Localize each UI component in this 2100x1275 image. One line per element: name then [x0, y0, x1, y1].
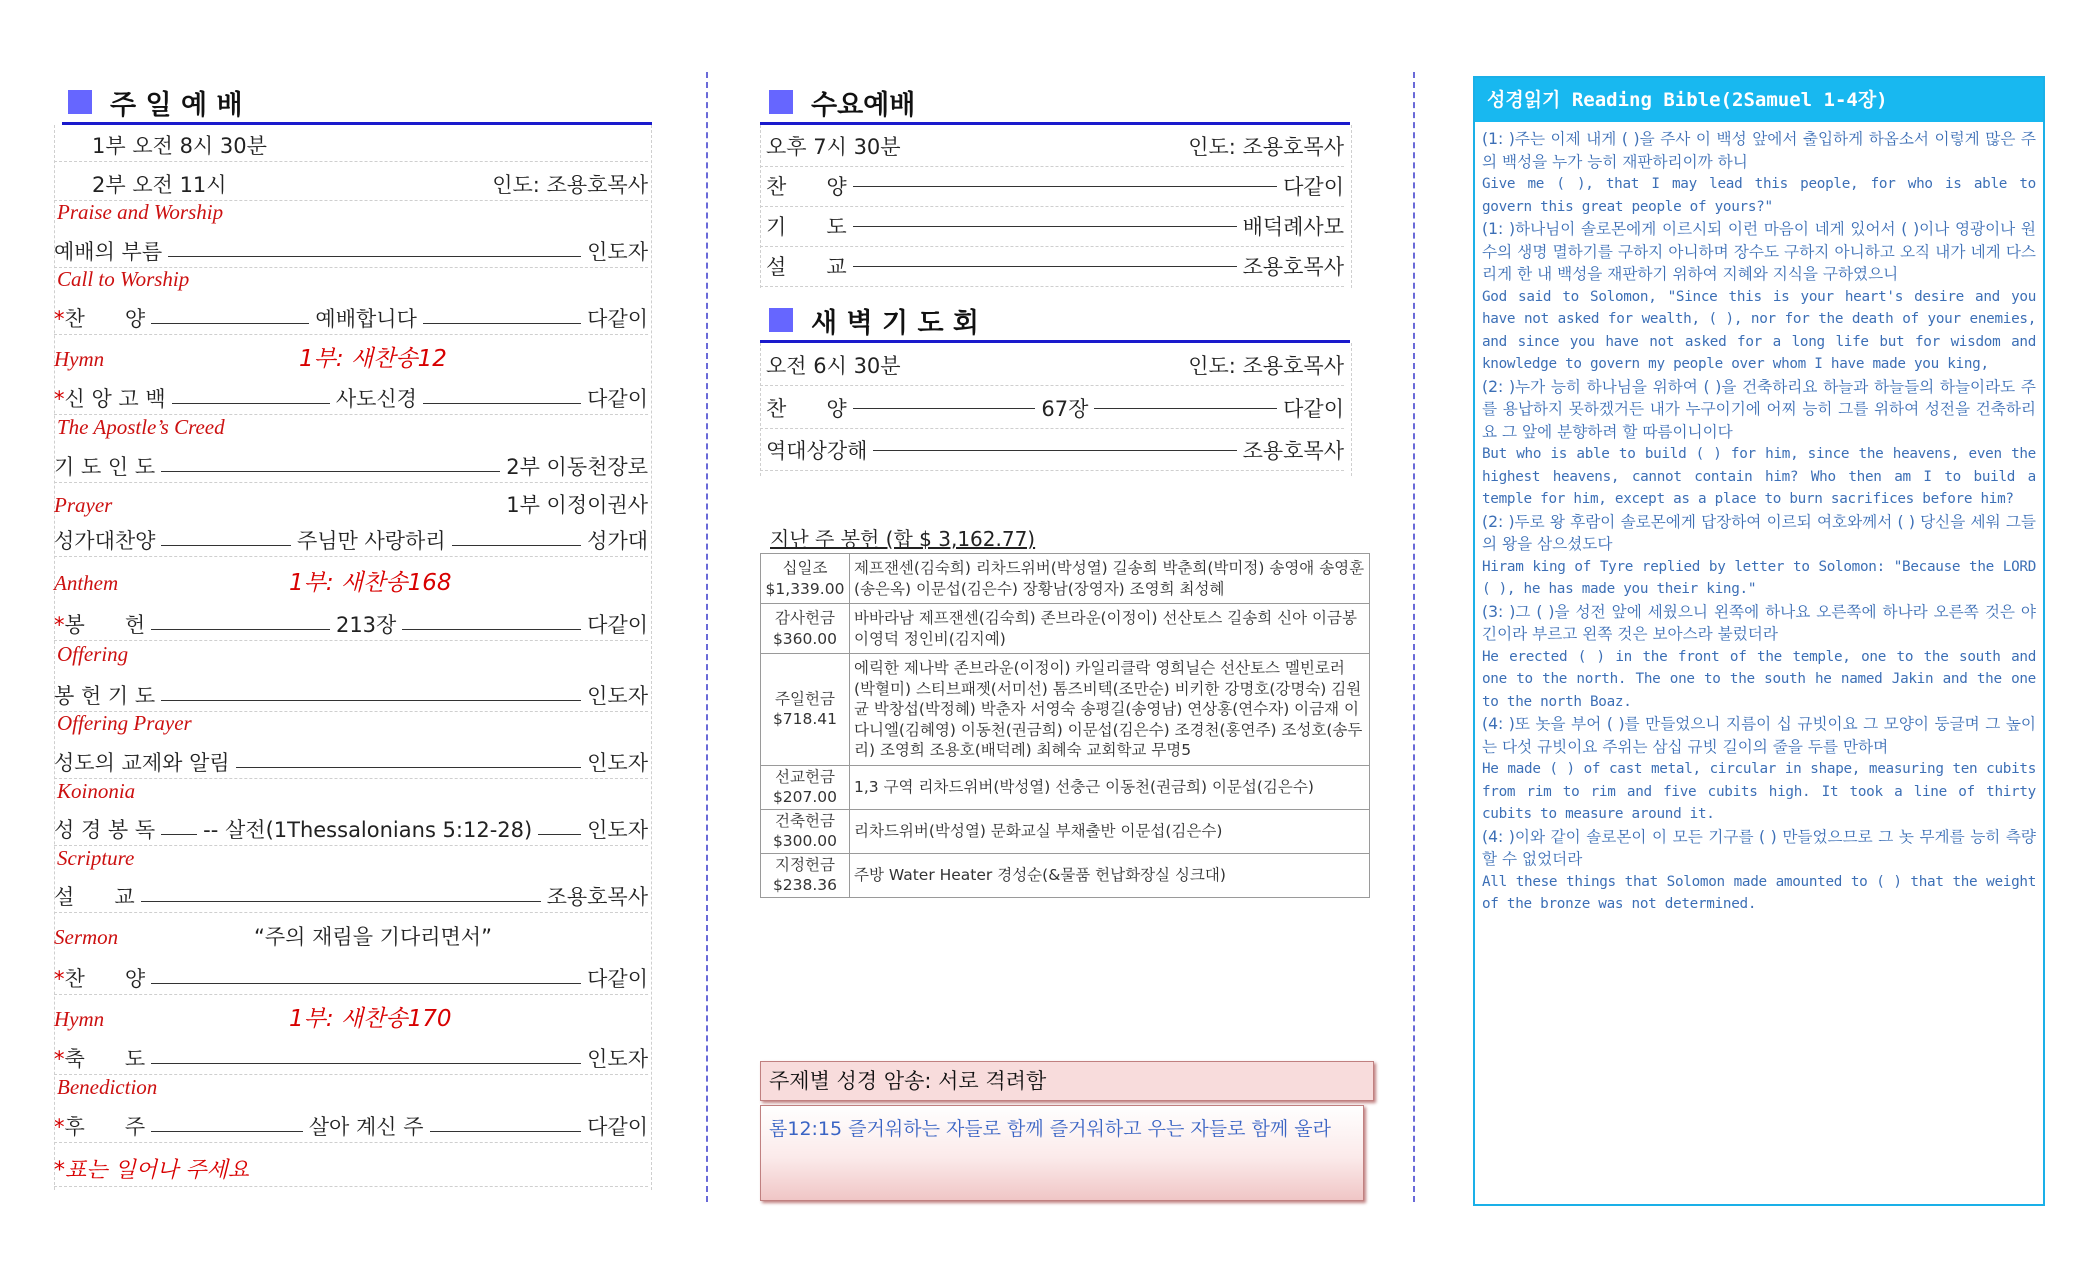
- leader-line: [430, 1131, 582, 1132]
- sermon-en: Sermon: [54, 925, 119, 949]
- leader-line: [538, 834, 581, 835]
- offering-amount: $360.00: [772, 629, 838, 648]
- bene-en: [57, 1075, 157, 1100]
- wed-sermon-label: 설 교: [766, 255, 847, 279]
- call-en: [57, 267, 189, 292]
- anthem-en: Anthem: [54, 571, 119, 595]
- offering-label: 봉 헌: [64, 613, 146, 637]
- stand-mark: *: [54, 1047, 65, 1071]
- wed-time-row: [760, 126, 1344, 167]
- scripture-ref: -- 살전(1Thessalonians 5:12-28): [203, 818, 533, 842]
- bible-verse-ko: (2: )누가 능히 하나님을 위하여 ( )을 건축하리요 하늘과 하늘들의 하늘이라도 주를 용납하지 못하겠거든 내가 누구이기에 어찌 능히 그를 위하여 성전을 건축하리요 그 앞에 분향하려 할 따름이니이다: [1482, 377, 2036, 441]
- heading-square-icon: [769, 308, 793, 332]
- leader-line: [161, 700, 581, 701]
- offering-amount: $300.00: [772, 832, 838, 850]
- offering-donors: 에릭한 제나박 존브라운(이정이) 카일리클락 영희닐슨 선산토스 멜빈로러(박혈미) 스티브패젯(서미선) 톰즈비텍(조만순) 비키한 강명호(강명숙) 김원균 박창섭(박정혜) 박춘자 서영숙 송평길(송영남) 연상홍(연수자) 이금재 이다니엘(김혜영) 이동천(권금희) 이문섭(김은수) 조경천(홍연주) 조성호(송두리) 조영희 조용호(배덕례) 최혜숙 교회학교 무명5: [850, 654, 1370, 766]
- service1-row: [54, 127, 648, 162]
- creed-row: [54, 380, 648, 415]
- offering-category: [761, 554, 850, 604]
- creed-en-label: The Apostle’s Creed: [57, 415, 225, 439]
- memory-verse-text: 롬12:15 즐거워하는 자들로 함께 즐거워하고 우는 자들로 함께 울라: [769, 1118, 1331, 1140]
- postlude-row: [54, 1108, 648, 1143]
- hymn1-en: Hymn: [54, 347, 105, 371]
- scripture-role: 인도자: [587, 818, 648, 842]
- anthem-row: [54, 522, 648, 557]
- prayer-role1: 1부 이정이권사: [506, 493, 648, 517]
- stand-mark: *: [54, 307, 65, 331]
- koinonia-role: 인도자: [587, 751, 648, 775]
- offering-row: [761, 604, 1370, 654]
- offering-en: [57, 642, 128, 667]
- scripture-en-label: Scripture: [57, 846, 135, 870]
- bene-en-label: Benediction: [57, 1075, 158, 1099]
- postlude-role: 다같이: [587, 1115, 649, 1139]
- postlude-title: 살아 계신 주: [308, 1115, 424, 1139]
- leader-line: [236, 767, 582, 768]
- leader-line: [853, 186, 1278, 187]
- dawn-time: 오전 6시 30분: [766, 354, 901, 378]
- call-label: 예배의 부름: [54, 240, 163, 264]
- bible-verse-en: He made ( ) of cast metal, circular in shape, measuring ten cubits from rim to rim and five cubits high. It took a line of thirty cubits to measure around it.: [1482, 761, 2036, 822]
- bible-verse-ko: (4: )또 놋을 부어 ( )를 만들었으니 지름이 십 규빗이요 그 모양이 둥글며 그 높이는 다섯 규빗이요 주위는 삼십 규빗 길이의 줄을 두를 만하며: [1482, 715, 2036, 756]
- koinonia-row: [54, 744, 648, 779]
- bible-verse-ko: (3: )그 ( )을 성전 앞에 세웠으니 왼쪽에 하나요 오른쪽에 하나라 오른쪽 것은 야긴이라 부르고 왼쪽 것은 보아스라 불렀더라: [1482, 602, 2036, 643]
- koinonia-en-label: Koinonia: [57, 779, 136, 803]
- stand-mark: *: [54, 613, 65, 637]
- note-row: [54, 1152, 648, 1187]
- wed-prayer-label: 기 도: [766, 215, 847, 239]
- wed-time: 오후 7시 30분: [766, 135, 901, 159]
- bible-reading-body: [1475, 122, 2043, 1188]
- offering-row: [761, 765, 1370, 809]
- leader-line: [853, 266, 1237, 267]
- bible-verse-en: But who is able to build ( ) for him, since the heavens, even the highest heavens, cannot contain him? Who then am I to build a temple for him, except as a place to burn sacrifices before him?: [1482, 446, 2036, 507]
- dawn-study-row: [760, 430, 1344, 471]
- offering-category: [761, 765, 850, 809]
- dawn-hymn-role: 다같이: [1283, 397, 1344, 421]
- leader-line: [423, 323, 581, 324]
- leader-line: [452, 545, 582, 546]
- stand-mark: *: [54, 387, 65, 411]
- offering-category: [761, 809, 850, 853]
- offering-en-label: Offering: [57, 642, 129, 666]
- hymn2-en-row: [54, 1000, 648, 1034]
- wed-sermon-row: [760, 246, 1344, 287]
- koinonia-label: 성도의 교제와 알림: [54, 751, 230, 775]
- offering-amount: $238.36: [772, 876, 838, 894]
- sermon-en-row: [54, 918, 648, 952]
- call-role: 인도자: [587, 240, 648, 264]
- call-en-label: Call to Worship: [57, 267, 190, 291]
- wed-hymn-row: [760, 166, 1344, 207]
- leader-line: [161, 834, 197, 835]
- wed-leader: 인도: 조용호목사: [1188, 135, 1344, 159]
- service2-row: [54, 166, 648, 201]
- scripture-row: [54, 811, 648, 846]
- stand-note: *표는 일어나 주세요: [54, 1158, 250, 1183]
- leader-line: [1094, 408, 1277, 409]
- offering-category: [761, 604, 850, 654]
- bible-verse-en: Hiram king of Tyre replied by letter to Solomon: "Because the LORD ( ), he has made you their king.": [1482, 558, 2036, 597]
- bene-label: 축 도: [64, 1047, 146, 1071]
- memory-head-topic: 서로 격려함: [938, 1069, 1047, 1093]
- offering-row: [761, 853, 1370, 897]
- offerings-table: [760, 553, 1370, 898]
- hymn1-song: 1부: 새찬송12: [299, 346, 447, 372]
- heading-square-icon: [769, 90, 793, 114]
- prayer-row: [54, 448, 648, 483]
- dawn-study-role: 조용호목사: [1242, 439, 1344, 463]
- bible-verse-ko: (1: )주는 이제 내게 ( )을 주사 이 백성 앞에서 출입하게 하옵소서 이렇게 많은 주의 백성을 누가 능히 재판하리이까 하니: [1482, 130, 2036, 171]
- scripture-label: 성 경 봉 독: [54, 818, 156, 842]
- offering-amount: $718.41: [772, 710, 838, 729]
- offering-hymn: 213장: [335, 613, 397, 637]
- hymn2-role: 다같이: [587, 967, 648, 991]
- hymn1-role: 다같이: [587, 307, 649, 331]
- wed-hymn-role: 다같이: [1283, 175, 1344, 199]
- sunday-worship-heading: [68, 80, 243, 124]
- leader-line: [402, 629, 581, 630]
- heading-square-icon: [68, 90, 92, 114]
- offering-role: 다같이: [587, 613, 649, 637]
- call-row: [54, 233, 648, 268]
- bible-verse-en: All these things that Solomon made amounted to ( ) that the weight of the bronze was not determined.: [1482, 873, 2036, 912]
- wed-prayer-role: 배덕례사모: [1242, 215, 1344, 239]
- leader-line: [168, 256, 581, 257]
- offering-category-name: 주일헌금: [775, 689, 835, 708]
- anthem-en-row: [54, 564, 648, 598]
- wed-hymn-label: 찬 양: [766, 175, 847, 199]
- postlude-label: 후 주: [64, 1115, 146, 1139]
- service-leader: 인도: 조용호목사: [492, 173, 648, 197]
- sermon-label: 설 교: [54, 885, 135, 909]
- sermon-title: “주의 재림을 기다리면서”: [254, 925, 492, 949]
- hymn1-en-row: [54, 340, 648, 374]
- leader-line: [423, 403, 581, 404]
- leader-line: [853, 226, 1237, 227]
- creed-en: [57, 415, 225, 440]
- stand-mark: *: [54, 1115, 65, 1139]
- bible-verse-en: God said to Solomon, "Since this is your heart's desire and you have not asked for wealth, ( ), nor for the death of your enemies, and since you have not asked for a long life but for wisdom and knowledge to govern my people over whom I have made you king,: [1482, 288, 2036, 372]
- leader-line: [151, 983, 581, 984]
- leader-line: [172, 403, 330, 404]
- column-divider-left: [706, 72, 708, 1202]
- wed-prayer-row: [760, 206, 1344, 247]
- bible-verse-ko: (2: )두로 왕 후람이 솔로몬에게 답장하여 이르되 여호와께서 ( ) 당신을 세워 그들의 왕을 삼으셨도다: [1482, 512, 2036, 553]
- offering-donors: 리차드위버(박성열) 문화교실 부채출반 이문섭(김은수): [850, 809, 1370, 853]
- leader-line: [141, 901, 541, 902]
- scripture-en: [57, 846, 134, 871]
- leader-line: [873, 450, 1236, 451]
- hymn2-en: Hymn: [54, 1007, 105, 1031]
- offering-donors: 1,3 구역 리차드위버(박성열) 선충근 이동천(권금희) 이문섭(김은수): [850, 765, 1370, 809]
- anthem-label: 성가대찬양: [54, 529, 156, 553]
- bene-row: [54, 1040, 648, 1075]
- offering-category-name: 선교헌금: [775, 767, 835, 786]
- offering-amount: $1,339.00: [765, 579, 845, 598]
- offering-category-name: 건축헌금: [775, 811, 835, 830]
- offering-category-name: 감사헌금: [775, 609, 835, 627]
- leader-line: [151, 629, 330, 630]
- anthem-role: 성가대: [587, 529, 649, 553]
- offering-row: [761, 554, 1370, 604]
- offering-category: [761, 853, 850, 897]
- dawn-heading: [769, 298, 979, 342]
- prayer-en: Prayer: [54, 493, 113, 517]
- creed-label: 신 앙 고 백: [64, 387, 166, 411]
- hymn2-label: 찬 양: [64, 967, 146, 991]
- offering-amount: $207.00: [772, 788, 838, 806]
- offering-category: [761, 654, 850, 766]
- wed-sermon-role: 조용호목사: [1242, 255, 1344, 279]
- leader-line: [151, 1063, 581, 1064]
- memory-verse-box: [760, 1105, 1364, 1201]
- praise-en: [57, 200, 223, 225]
- memory-head-label: 주제별 성경 암송:: [769, 1069, 932, 1093]
- offering-row: [761, 809, 1370, 853]
- dawn-study-label: 역대상강해: [766, 439, 868, 463]
- prayer-role2: 2부 이동천장로: [506, 455, 648, 479]
- oprayer-role: 인도자: [587, 684, 648, 708]
- koinonia-en: [57, 779, 135, 804]
- stand-mark: *: [54, 967, 65, 991]
- leader-line: [853, 408, 1036, 409]
- memory-verse-header: [760, 1061, 1374, 1101]
- offerings-title: 지난 주 봉헌 (합 $ 3,162.77): [770, 527, 1036, 551]
- offering-row: [54, 606, 648, 641]
- hymn2-song: 1부: 새찬송170: [289, 1006, 452, 1032]
- offering-row: [761, 654, 1370, 766]
- bible-verse-ko: (4: )이와 같이 솔로몬이 이 모든 기구를 ( ) 만들었으므로 그 놋 무게를 능히 측량할 수 없었더라: [1482, 827, 2036, 868]
- offering-donors: 주방 Water Heater 경성순(&물품 헌납화장실 싱크대): [850, 853, 1370, 897]
- anthem-title: 주님만 사랑하리: [296, 529, 446, 553]
- column-divider-right: [1413, 72, 1415, 1202]
- dawn-leader: 인도: 조용호목사: [1188, 354, 1344, 378]
- oprayer-label: 봉 헌 기 도: [54, 684, 156, 708]
- hymn1-row: [54, 300, 648, 335]
- creed-title: 사도신경: [335, 387, 417, 411]
- sunday-worship-title: 주 일 예 배: [110, 89, 243, 121]
- wednesday-title: 수요예배: [811, 89, 916, 121]
- praise-en-label: Praise and Worship: [57, 200, 224, 224]
- dawn-hymn-label: 찬 양: [766, 397, 847, 421]
- prayer-label: 기 도 인 도: [54, 455, 156, 479]
- dawn-time-row: [760, 345, 1344, 386]
- hymn2-row: [54, 960, 648, 995]
- creed-role: 다같이: [587, 387, 648, 411]
- offering-category-name: 지정헌금: [775, 855, 835, 874]
- bene-role: 인도자: [587, 1047, 648, 1071]
- leader-line: [161, 471, 500, 472]
- hymn1-title: 예배합니다: [315, 307, 417, 331]
- sermon-row: [54, 878, 648, 913]
- service1-time: 1부 오전 8시 30분: [92, 134, 267, 158]
- offering-category-name: 십일조: [782, 559, 828, 577]
- dawn-hymn-number: 67장: [1041, 397, 1089, 421]
- leader-line: [161, 545, 291, 546]
- sermon-role: 조용호목사: [546, 885, 648, 909]
- leader-line: [151, 323, 309, 324]
- bible-reading-box: [1473, 76, 2045, 1206]
- bible-verse-en: Give me ( ), that I may lead this people, for who is able to govern this great people of yours?": [1482, 176, 2036, 215]
- bible-verse-en: He erected ( ) in the front of the temple, one to the south and one to the north. The one to the south he named Jakin and the one to the north Boaz.: [1482, 648, 2036, 710]
- service2-time: 2부 오전 11시: [92, 173, 227, 197]
- offering-donors: 바바라남 제프잰센(김숙희) 존브라운(이정이) 선산토스 길송희 신아 이금봉 이영덕 정인비(김지예): [850, 604, 1370, 654]
- bible-reading-title: 성경읽기 Reading Bible(2Samuel 1-4장): [1475, 78, 2043, 122]
- leader-line: [151, 1131, 303, 1132]
- offering-donors: 제프잰센(김숙희) 리차드위버(박성열) 길송희 박춘희(박미정) 송영애 송영훈(송은옥) 이문섭(김은수) 장황남(장영자) 조영희 최성혜: [850, 554, 1370, 604]
- bible-verse-ko: (1: )하나님이 솔로몬에게 이르시되 이런 마음이 네게 있어서 ( )이나 영광이나 원수의 생명 멸하기를 구하지 아니하며 장수도 구하지 아니하고 오직 내가 네게 다스리게 한 내 백성을 재판하기 위하여 지혜와 지식을 구하였으니: [1482, 220, 2036, 283]
- prayer-en-row: [54, 486, 648, 520]
- oprayer-row: [54, 677, 648, 712]
- hymn1-label: 찬 양: [64, 307, 146, 331]
- oprayer-en: [57, 711, 192, 736]
- oprayer-en-label: Offering Prayer: [57, 711, 192, 735]
- dawn-hymn-row: [760, 388, 1344, 429]
- anthem-song: 1부: 새찬송168: [289, 570, 452, 596]
- dawn-title: 새 벽 기 도 회: [811, 307, 980, 339]
- wednesday-heading: [769, 80, 915, 124]
